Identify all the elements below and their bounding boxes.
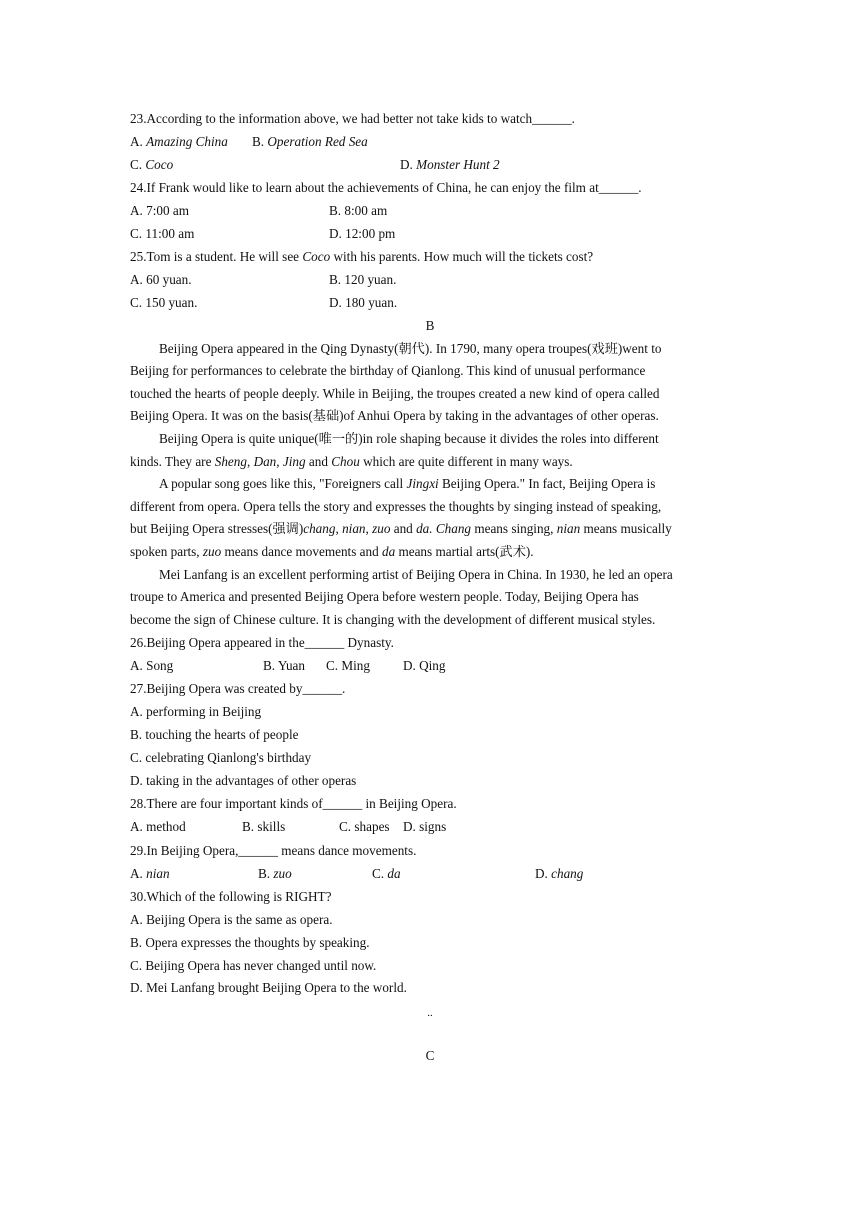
q23-option-d: D. Monster Hunt 2 [400,157,500,172]
section-c-heading: C [425,1048,435,1063]
passage-p1-line2: Beijing for performances to celebrate the birthday of Qianlong. This kind of unusual performance [130,363,646,378]
passage-p3-line4: spoken parts, zuo means dance movements and da means martial arts(武术). [130,544,534,559]
q24-option-d: D. 12:00 pm [329,226,396,241]
passage-p4-line3: become the sign of Chinese culture. It is changing with the development of different musical styles. [130,612,656,627]
q26-option-b: B. Yuan [263,658,306,673]
q29-options [130,863,730,885]
passage-p3-line1: A popular song goes like this, "Foreigners call Jingxi Beijing Opera." In fact, Beijing Opera is [159,476,656,491]
q24-stem: 24.If Frank would like to learn about the achievements of China, he can enjoy the film at______. [130,180,642,195]
q28-options [130,816,730,838]
section-b-heading: B [425,318,435,333]
q25-option-c: C. 150 yuan. [130,295,198,310]
q30-option-c: C. Beijing Opera has never changed until now. [130,958,377,973]
q27-option-c: C. celebrating Qianlong's birthday [130,750,312,765]
q30-option-a: A. Beijing Opera is the same as opera. [130,912,333,927]
q24-option-c: C. 11:00 am [130,226,195,241]
q26-option-a: A. Song [130,658,174,673]
q23-options-row1 [130,131,730,153]
q23-option-b: B. Operation Red Sea [252,134,368,149]
q27-option-b: B. touching the hearts of people [130,727,299,742]
q30-stem: 30.Which of the following is RIGHT? [130,889,332,904]
q26-option-c: C. Ming [326,658,370,673]
q25-stem: 25.Tom is a student. He will see Coco with his parents. How much will the tickets cost? [130,249,594,264]
passage-p2-line1: Beijing Opera is quite unique(唯一的)in role shaping because it divides the roles into different [159,431,659,446]
passage-p4-line2: troupe to America and presented Beijing Opera before western people. Today, Beijing Opera has [130,589,639,604]
q29-option-d: D. chang [535,866,584,881]
q29-option-b: B. zuo [258,866,292,881]
q23-option-a: A. Amazing China [130,134,228,149]
q28-option-c: C. shapes [339,819,390,834]
q30-option-d: D. Mei Lanfang brought Beijing Opera to the world. [130,980,407,995]
q29-option-a: A. nian [130,866,170,881]
q27-stem: 27.Beijing Opera was created by______. [130,681,346,696]
q24-options-row1 [130,200,730,222]
q25-options-row1 [130,269,730,291]
q23-options-row2 [130,154,730,176]
q25-options-row2 [130,292,730,314]
q24-option-b: B. 8:00 am [329,203,388,218]
q23-option-c: C. Coco [130,157,174,172]
q28-option-a: A. method [130,819,186,834]
q25-option-d: D. 180 yuan. [329,295,398,310]
q28-option-b: B. skills [242,819,286,834]
q29-stem: 29.In Beijing Opera,______ means dance movements. [130,843,417,858]
q28-stem: 28.There are four important kinds of______ in Beijing Opera. [130,796,457,811]
q24-options-row2 [130,223,730,245]
passage-p3-line2: different from opera. Opera tells the story and expresses the thoughts by singing instead of speaking, [130,499,662,514]
q25-option-a: A. 60 yuan. [130,272,192,287]
q27-option-d: D. taking in the advantages of other operas [130,773,357,788]
q26-stem: 26.Beijing Opera appeared in the______ Dynasty. [130,635,394,650]
q25-option-b: B. 120 yuan. [329,272,397,287]
q28-option-d: D. signs [403,819,447,834]
passage-p1-line4: Beijing Opera. It was on the basis(基础)of Anhui Opera by taking in the advantages of other operas. [130,408,659,423]
q26-option-d: D. Qing [403,658,446,673]
passage-p1-line3: touched the hearts of people deeply. While in Beijing, the troupes created a new kind of opera called [130,386,660,401]
passage-p4-line1: Mei Lanfang is an excellent performing artist of Beijing Opera in China. In 1930, he led an opera [159,567,673,582]
q27-option-a: A. performing in Beijing [130,704,262,719]
q23-stem: 23.According to the information above, we had better not take kids to watch______. [130,111,575,126]
q30-option-b: B. Opera expresses the thoughts by speaking. [130,935,370,950]
passage-p3-line3: but Beijing Opera stresses(强调)chang, nian, zuo and da. Chang means singing, nian means musically [130,521,672,536]
q24-option-a: A. 7:00 am [130,203,189,218]
separator-dots: .. [427,1007,433,1019]
q26-options [130,655,730,677]
passage-p1-line1: Beijing Opera appeared in the Qing Dynasty(朝代). In 1790, many opera troupes(戏班)went to [159,341,662,356]
q29-option-c: C. da [372,866,401,881]
passage-p2-line2: kinds. They are Sheng, Dan, Jing and Chou which are quite different in many ways. [130,454,573,469]
